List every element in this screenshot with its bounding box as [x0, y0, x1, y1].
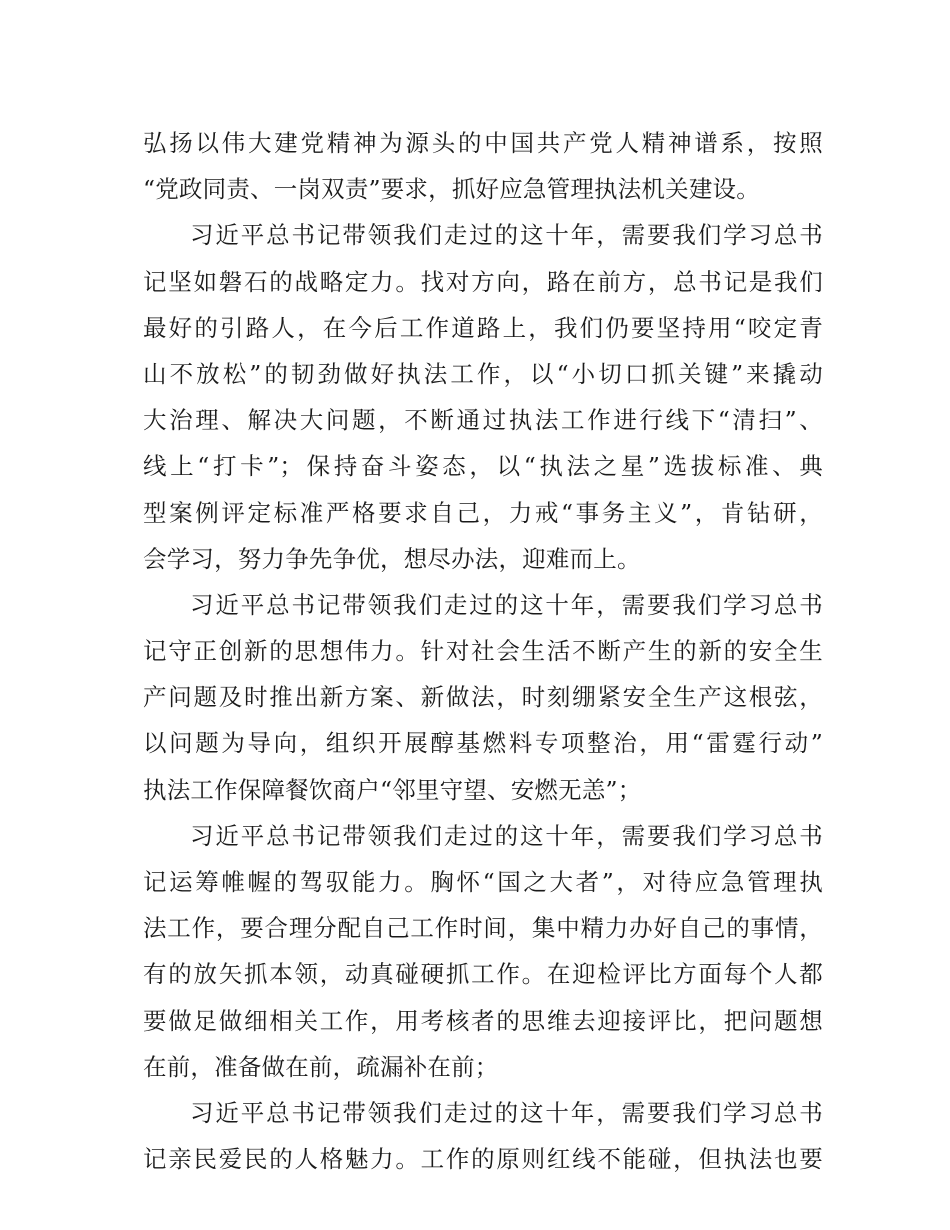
- body-text: [143, 120, 823, 1182]
- text-line: 记运筹帷幄的驾驭能力。胸怀“国之大者”，对待应急管理执: [143, 868, 823, 896]
- text-line: 记守正创新的思想伟力。针对社会生活不断产生的新的安全生: [143, 637, 823, 666]
- text-line: 记坚如磐石的战略定力。找对方向，路在前方，总书记是我们: [143, 267, 823, 296]
- text-line: 以问题为导向，组织开展醇基燃料专项整治，用“雷霆行动”: [143, 729, 823, 758]
- paragraph-first-line: 习近平总书记带领我们走过的这十年，需要我们学习总书: [190, 221, 823, 250]
- text-line: 大治理、解决大问题，不断通过执法工作进行线下“清扫”、: [143, 406, 823, 435]
- text-line: 法工作，要合理分配自己工作时间，集中精力办好自己的事情，: [143, 914, 823, 943]
- paragraph-first-line: 习近平总书记带领我们走过的这十年，需要我们学习总书: [190, 821, 823, 850]
- text-line: 在前，准备做在前，疏漏补在前；: [143, 1052, 499, 1081]
- text-line: 山不放松”的韧劲做好执法工作，以“小切口抓关键”来撬动: [143, 359, 823, 388]
- text-line: 执法工作保障餐饮商户“邻里守望、安燃无恙”；: [143, 775, 642, 804]
- text-line: 有的放矢抓本领，动真碰硬抓工作。在迎检评比方面每个人都: [143, 960, 823, 989]
- text-line: 最好的引路人，在今后工作道路上，我们仍要坚持用“咬定青: [143, 313, 823, 342]
- text-line: 型案例评定标准严格要求自己，力戒“事务主义”，肯钻研，: [143, 498, 823, 527]
- paragraph-first-line: 习近平总书记带领我们走过的这十年，需要我们学习总书: [190, 1098, 823, 1127]
- text-line: “党政同责、一岗双责”要求，抓好应急管理执法机关建设。: [143, 175, 760, 204]
- text-line: 产问题及时推出新方案、新做法，时刻绷紧安全生产这根弦，: [143, 683, 823, 712]
- text-line: 会学习，努力争先争优，想尽办法，迎难而上。: [143, 544, 641, 573]
- text-line: 要做足做细相关工作，用考核者的思维去迎接评比，把问题想: [143, 1006, 823, 1035]
- text-line: 记亲民爱民的人格魅力。工作的原则红线不能碰，但执法也要: [143, 1145, 823, 1174]
- text-line: 弘扬以伟大建党精神为源头的中国共产党人精神谱系，按照: [143, 129, 823, 157]
- paragraph-first-line: 习近平总书记带领我们走过的这十年，需要我们学习总书: [190, 590, 823, 619]
- text-line: 线上“打卡”；保持奋斗姿态，以“执法之星”选拔标准、典: [143, 452, 823, 481]
